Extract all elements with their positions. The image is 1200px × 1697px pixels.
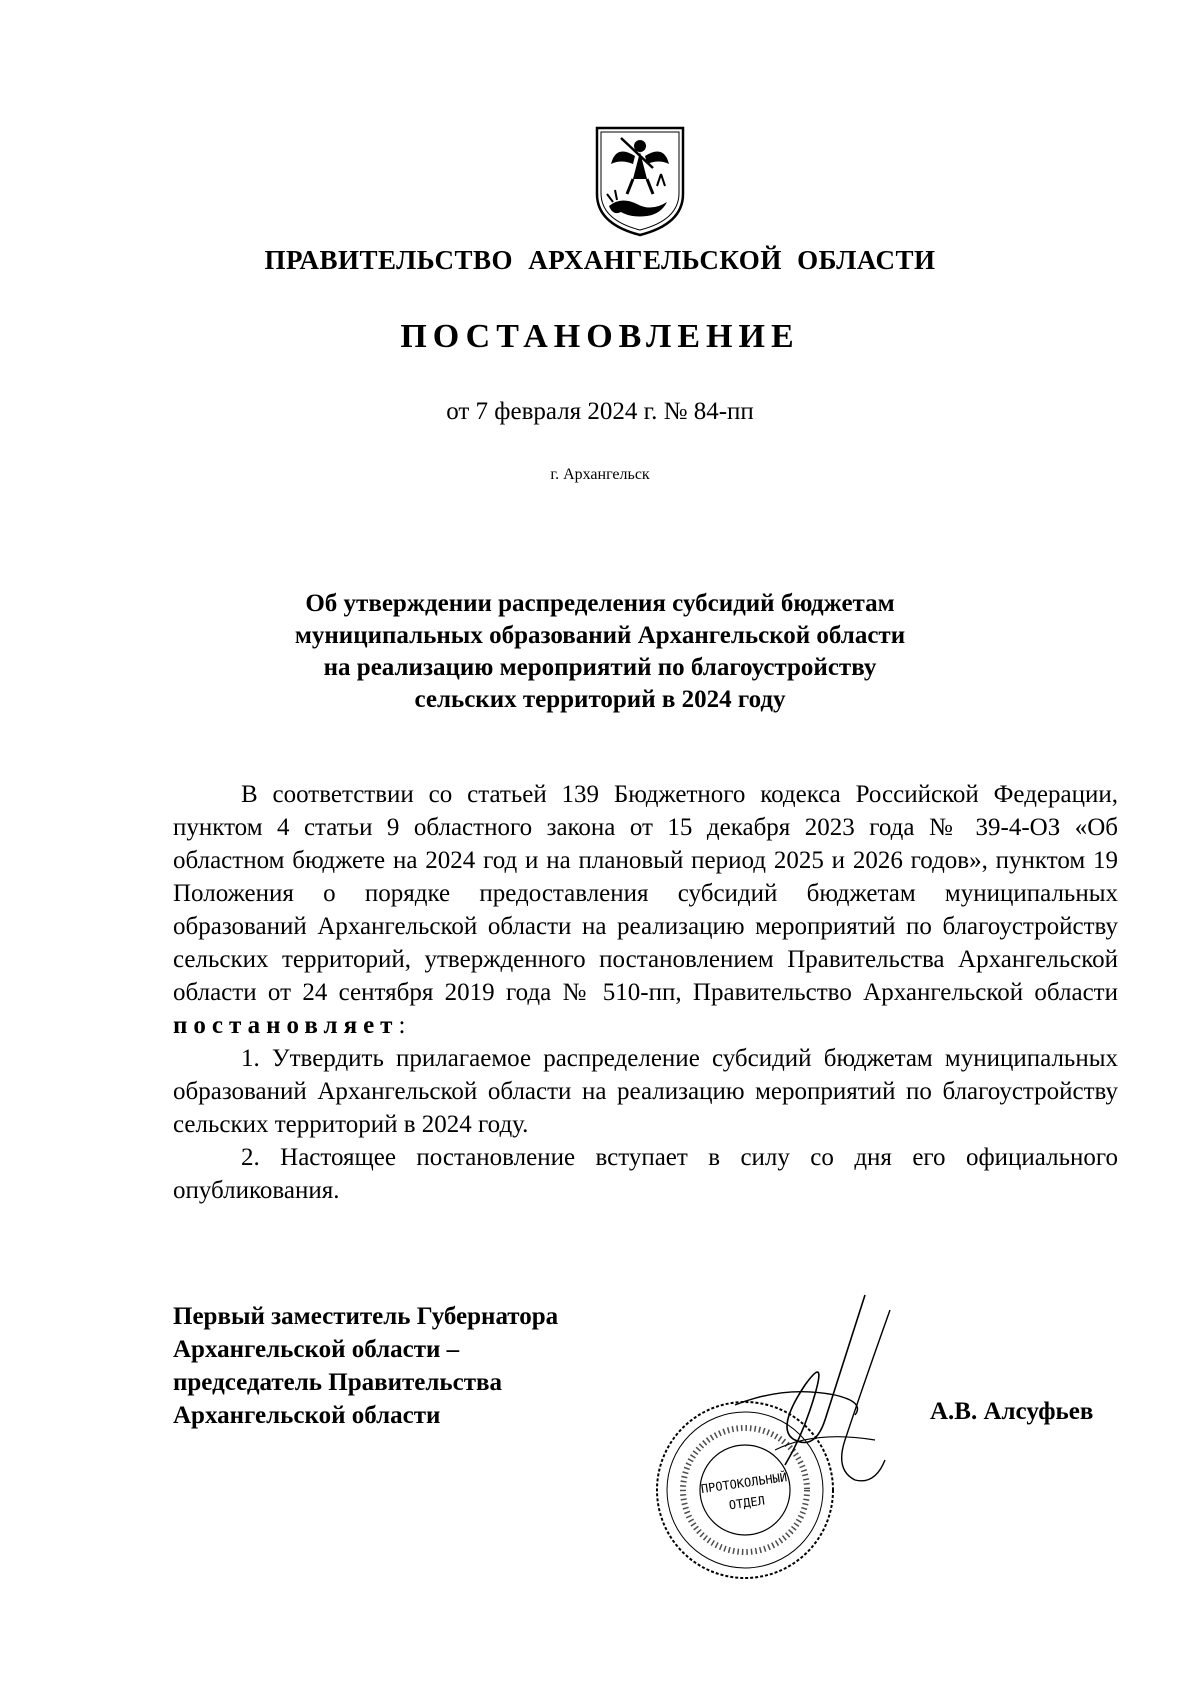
stamp-line-2: ОТДЕЛ [727, 1493, 766, 1513]
official-stamp [650, 1395, 840, 1585]
intro-colon: : [398, 1012, 406, 1039]
position-line: председатель Правительства [173, 1369, 503, 1396]
signatory-position [173, 1300, 558, 1432]
position-line: Архангельской области – [173, 1336, 460, 1363]
city: г. Архангельск [550, 466, 650, 483]
intro-paragraph [173, 778, 1118, 1042]
document-type: ПОСТАНОВЛЕНИЕ [400, 318, 800, 355]
document-body [173, 778, 1118, 1207]
item-1: 1. Утвердить прилагаемое распределение субсидий бюджетам муниципальных образований Архангельской области на реализацию мероприятий по благоустройству сельских территорий в 2024 году. [173, 1045, 1118, 1138]
coat-of-arms-icon [591, 124, 689, 238]
title-line: сельских территорий в 2024 году [414, 686, 786, 713]
item-2: 2. Настоящее постановление вступает в силу со дня его официального опубликования. [173, 1144, 1118, 1204]
signatory-name: А.В. Алсуфьев [930, 1398, 1094, 1425]
intro-text: В соответствии со статьей 139 Бюджетного кодекса Российской Федерации, пунктом 4 статьи 9 областного закона от 15 декабря 2023 года № 39-4-ОЗ «Об областном бюджете на 2024 год и на плановый период 2025 и 2026 годов», пунктом 19 Положения о порядке предоставления субсидий бюджетам муниципальных образований Архангельской области на реализацию мероприятий по благоустройству сельских территорий, утвержденного постановлением Правительства Архангельской области от 24 сентября 2019 года № 510-пп, Правительство Архангельской области [173, 781, 1118, 1006]
date-and-number: от 7 февраля 2024 г. № 84-пп [446, 398, 754, 425]
decides-word: постановляет [173, 1012, 399, 1039]
position-line: Архангельской области [173, 1402, 441, 1429]
title-line: муниципальных образований Архангельской области [294, 622, 906, 649]
government-name: ПРАВИТЕЛЬСТВО АРХАНГЕЛЬСКОЙ ОБЛАСТИ [264, 245, 936, 275]
document-title [180, 588, 1020, 716]
title-line: на реализацию мероприятий по благоустройству [323, 654, 877, 681]
title-line: Об утверждении распределения субсидий бюджетам [305, 590, 895, 617]
stamp-line-1: ПРОТОКОЛЬНЫЙ [700, 1470, 788, 1497]
position-line: Первый заместитель Губернатора [173, 1303, 559, 1330]
